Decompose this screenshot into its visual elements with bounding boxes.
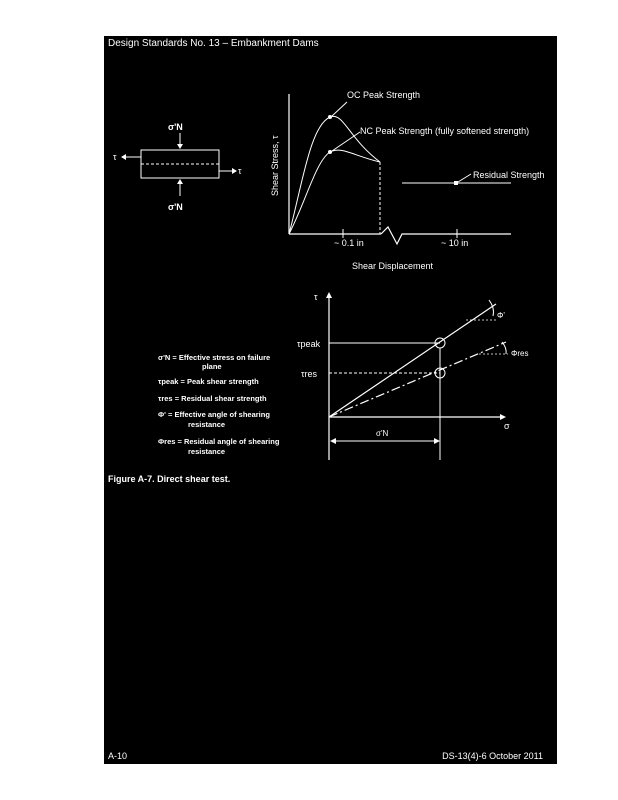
legend (158, 353, 280, 456)
sigma-n-arrow-left (330, 438, 336, 444)
nc-peak-point (328, 150, 332, 154)
document-id: DS-13(4)-6 October 2011 (442, 751, 543, 761)
legend-sigma-n-cont: plane (202, 362, 222, 371)
direct-shear-figure (104, 36, 557, 476)
tick-label-1: ~ 0.1 in (334, 238, 364, 248)
phi-res-label: Φres (511, 349, 529, 358)
residual-label: Residual Strength (473, 170, 545, 180)
sigma-bottom-label: σ'N (168, 202, 183, 212)
oc-leader (332, 102, 347, 116)
nc-peak-label: NC Peak Strength (fully softened strength) (360, 126, 530, 136)
tau-right-label: τ (238, 166, 242, 176)
figure-caption: Figure A-7. Direct shear test. (108, 474, 231, 484)
tau-peak-label: τpeak (297, 339, 321, 349)
tau-res-label: τres (301, 369, 318, 379)
shear-box-diagram (113, 122, 242, 212)
tick-label-2: ~ 10 in (441, 238, 469, 248)
sigma-bottom-arrowhead (177, 179, 183, 184)
stress-displacement-chart (270, 90, 545, 271)
tau-right-arrowhead (232, 168, 237, 174)
phi-label: Φ' (497, 311, 505, 320)
legend-phi-res: Φres = Residual angle of shearing (158, 437, 280, 446)
legend-phi: Φ' = Effective angle of shearing (158, 410, 270, 419)
sigma-top-label: σ'N (168, 122, 183, 132)
nc-curve (289, 150, 380, 234)
tau-axis-arrowhead (326, 292, 332, 298)
sigma-axis-arrowhead (500, 414, 506, 420)
page-number: A-10 (108, 751, 128, 761)
legend-tau-peak: τpeak = Peak shear strength (158, 377, 259, 386)
y-axis-label: Shear Stress, τ (270, 135, 280, 196)
nc-leader (332, 132, 360, 151)
sigma-n-arrow-right (434, 438, 440, 444)
residual-point (454, 181, 458, 185)
page-header: Design Standards No. 13 – Embankment Dams (108, 38, 319, 49)
x-axis-label: Shear Displacement (352, 261, 434, 271)
oc-peak-point (328, 115, 332, 119)
residual-leader (458, 174, 471, 182)
legend-sigma-n: σ'N = Effective stress on failure (158, 353, 271, 362)
document-page (104, 36, 557, 764)
peak-envelope (329, 304, 496, 417)
oc-peak-label: OC Peak Strength (347, 90, 421, 100)
legend-phi-cont: resistance (188, 420, 226, 429)
sigma-top-arrowhead (177, 144, 183, 149)
tau-left-label: τ (113, 152, 117, 162)
sigma-axis-label: σ (504, 421, 510, 431)
failure-envelope-chart (297, 292, 529, 460)
legend-phi-res-cont: resistance (188, 447, 226, 456)
sigma-n-label: σ'N (376, 429, 389, 438)
tau-left-arrowhead (121, 154, 126, 160)
residual-envelope (329, 342, 506, 417)
tau-axis-label: τ (314, 292, 318, 302)
legend-tau-res: τres = Residual shear strength (158, 394, 267, 403)
